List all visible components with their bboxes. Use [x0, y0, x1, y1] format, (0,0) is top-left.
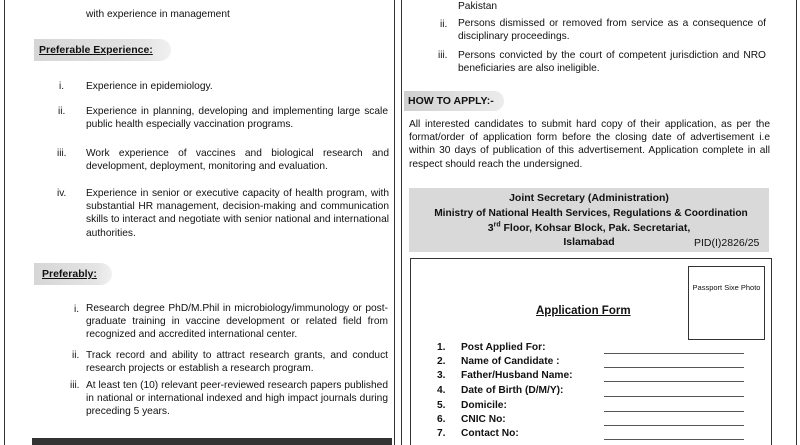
inelig-item-2-num: ii. — [440, 19, 448, 30]
pe-item-3-text: Work experience of vaccines and biological research and development, deployment, monitoring and evaluation. — [86, 148, 389, 173]
passport-photo-box: Passport Sixe Photo — [688, 266, 765, 340]
inelig-item-3-num: iii. — [438, 50, 448, 61]
contact-city: Islamabad — [563, 236, 615, 248]
form-field-dob-line[interactable] — [604, 396, 744, 397]
pe-item-2-num: ii. — [58, 106, 66, 117]
intro-text: with experience in management — [86, 9, 230, 20]
top-word: Pakistan — [458, 1, 498, 12]
pref-item-1-text: Research degree PhD/M.Phil in microbiology/immunology or post-graduate training in vaccine development or related field from recognized and accredited international center. — [86, 303, 388, 341]
inelig-item-3-text: Persons convicted by the court of competent jurisdiction and NRO beneficiaries are also ineligible. — [458, 50, 766, 75]
preferably-heading: Preferably: — [42, 268, 97, 280]
form-field-post-line[interactable] — [604, 353, 744, 354]
form-field-contact-line[interactable] — [604, 439, 744, 440]
pid-code: PID(I)2826/25 — [694, 237, 760, 249]
form-field-domicile: 5. Domicile: — [437, 400, 507, 411]
form-field-name: 2. Name of Candidate : — [437, 356, 560, 367]
contact-ministry: Ministry of National Health Services, Regulations & Coordination — [434, 208, 748, 219]
pe-item-3-num: iii. — [57, 148, 67, 159]
application-form-title: Application Form — [536, 305, 631, 317]
form-field-dob: 4. Date of Birth (D/M/Y): — [437, 385, 564, 396]
pe-item-4-num: iv. — [57, 188, 67, 199]
preferable-experience-heading: Preferable Experience: — [39, 44, 153, 56]
form-field-father: 3. Father/Husband Name: — [437, 370, 573, 381]
pe-item-1-num: i. — [59, 81, 64, 92]
inelig-item-2-text: Persons dismissed or removed from service as a consequence of disciplinary proceedings. — [458, 18, 766, 43]
contact-address: 3rd Floor, Kohsar Block, Pak. Secretariat, — [487, 221, 691, 234]
form-field-contact: 7. Contact No: — [437, 428, 519, 439]
how-to-apply-text: All interested candidates to submit hard copy of their application, as per the format/order of application form before the closing date of advertisement i.e within 30 days of publication of this advertisement. Application complete in all respect should reach the undersigned. — [409, 119, 770, 170]
pref-item-3-text: At least ten (10) relevant peer-reviewed research papers published in national or international indexed and high impact journals during preceding 5 years. — [86, 380, 388, 418]
pref-item-2-text: Track record and ability to attract research grants, and conduct research projects or establish a research program. — [86, 350, 388, 375]
pref-item-3-num: iii. — [70, 380, 80, 391]
how-to-apply-heading: HOW TO APPLY:- — [408, 95, 494, 107]
left-bottom-bar — [32, 438, 392, 445]
pe-item-2-text: Experience in planning, developing and implementing large scale public health especially vaccination programs. — [86, 106, 388, 131]
contact-title: Joint Secretary (Administration) — [509, 192, 669, 204]
form-field-father-line[interactable] — [604, 381, 744, 382]
pe-item-1-text: Experience in epidemiology. — [86, 81, 213, 92]
form-field-cnic: 6. CNIC No: — [437, 414, 506, 425]
form-field-name-line[interactable] — [604, 367, 744, 368]
pe-item-4-text: Experience in senior or executive capacity of health program, with substantial HR management, decision-making and communication skills to interact and negotiate with senior national and international authorities. — [86, 188, 389, 239]
pref-item-2-num: ii. — [72, 350, 80, 361]
form-field-domicile-line[interactable] — [604, 411, 744, 412]
form-field-post: 1. Post Applied For: — [437, 342, 546, 353]
pref-item-1-num: i. — [74, 304, 79, 315]
form-field-cnic-line[interactable] — [604, 425, 744, 426]
